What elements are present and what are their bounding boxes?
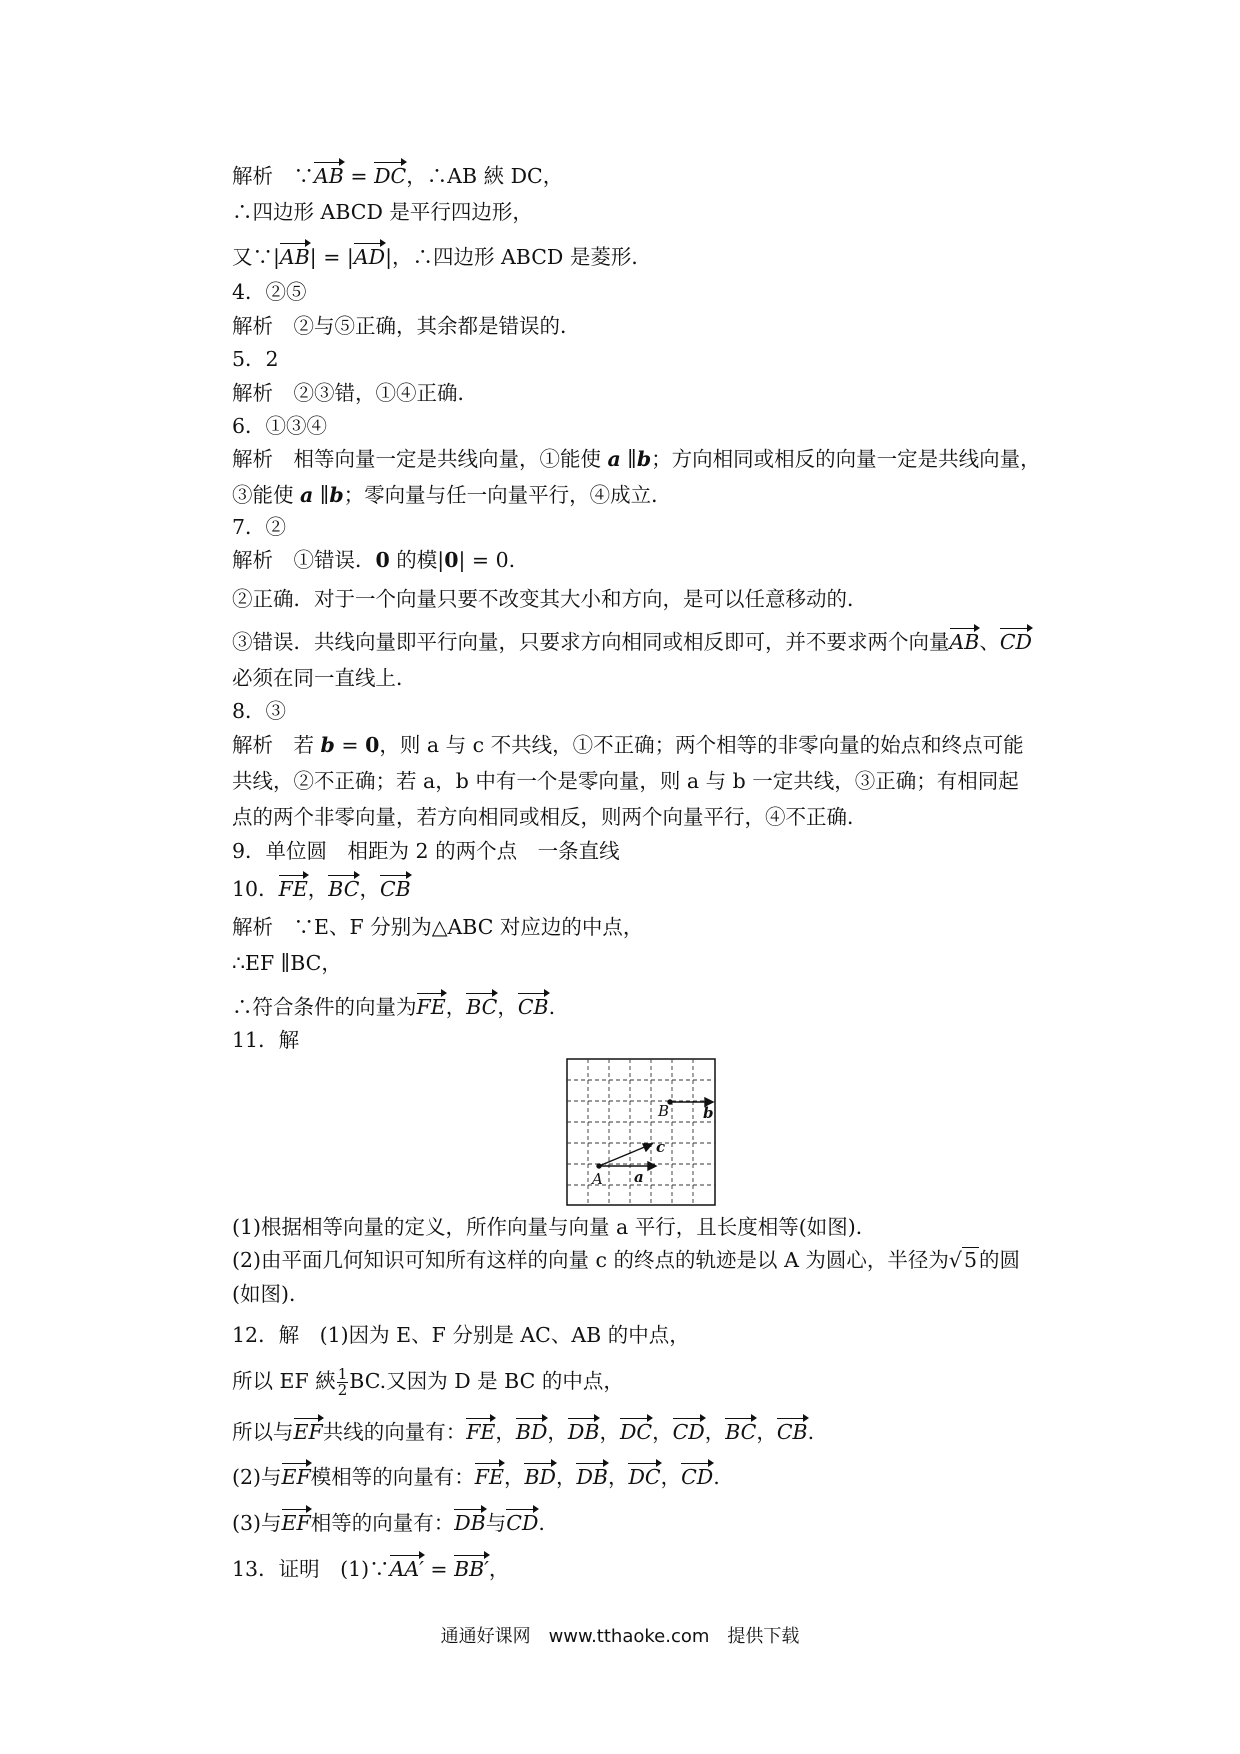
vector: EF bbox=[282, 1462, 311, 1492]
fraction: $\frac{1}{2}$ bbox=[337, 1365, 348, 1399]
vector: EF bbox=[294, 1417, 323, 1447]
answer-number: 11．解 bbox=[232, 1028, 300, 1052]
text-line: 又∵|AB| = |AD|，∴四边形 ABCD 是菱形． bbox=[232, 242, 1062, 272]
text-line: 必须在同一直线上． bbox=[232, 666, 417, 690]
vector: AA′ bbox=[390, 1554, 424, 1584]
text-line: 所以 EF 綊 $\frac{1}{2}$ BC.又因为 D 是 BC 的中点， bbox=[232, 1365, 624, 1399]
vector: CB bbox=[777, 1417, 808, 1447]
vector: FE bbox=[417, 992, 446, 1022]
vector: FE bbox=[466, 1417, 495, 1447]
vector: CB bbox=[380, 874, 411, 904]
answer-number: 8．③ bbox=[232, 699, 287, 723]
text-line: 解析 ①错误．0 的模|0| = 0. bbox=[232, 548, 516, 572]
vector: DB bbox=[454, 1508, 486, 1538]
text-line: 共线，②不正确；若 a，b 中有一个是零向量，则 a 与 b 一定共线，③正确；有相同起 bbox=[232, 769, 1019, 793]
text-line: ③错误．共线向量即平行向量，只要求方向相同或相反即可，并不要求两个向量AB、CD bbox=[232, 627, 1062, 657]
grid-vector-figure bbox=[566, 1058, 716, 1206]
answer-number: 4．②⑤ bbox=[232, 280, 307, 304]
text-line: 12．解 (1)因为 E、F 分别是 AC、AB 的中点， bbox=[232, 1323, 690, 1347]
vector-b-label: b bbox=[703, 1104, 714, 1122]
vector: AD bbox=[354, 242, 385, 272]
vector-a-label: a bbox=[634, 1168, 644, 1186]
vector: CB bbox=[518, 992, 549, 1022]
page-footer: 通通好课网 www.tthaoke.com 提供下载 bbox=[440, 1626, 800, 1647]
vector: BC bbox=[725, 1417, 756, 1447]
text-line: (2)由平面几何知识可知所有这样的向量 c 的终点的轨迹是以 A 为圆心，半径为√5的圆 bbox=[232, 1245, 1062, 1275]
vector: EF bbox=[282, 1508, 311, 1538]
text-line: 所以与EF共线的向量有：FE，BD，DB，DC，CD，BC，CB. bbox=[232, 1417, 1062, 1447]
vector: CD bbox=[506, 1508, 538, 1538]
text-line: 10．FE，BC，CB bbox=[232, 874, 1062, 904]
answer-number: 7．② bbox=[232, 515, 287, 539]
text-line: (3)与EF相等的向量有：DB与CD. bbox=[232, 1508, 1062, 1538]
vector: DB bbox=[576, 1462, 608, 1492]
vector: CD bbox=[681, 1462, 713, 1492]
text-line: (2)与EF模相等的向量有：FE，BD，DB，DC，CD. bbox=[232, 1462, 1062, 1492]
sqrt-expression: √5 bbox=[948, 1248, 978, 1272]
vector: DC bbox=[620, 1417, 652, 1447]
text-line: 解析 ∵AB = DC，∴AB 綊 DC， bbox=[232, 161, 1062, 191]
text-line: ∴四边形 ABCD 是平行四边形， bbox=[232, 200, 533, 224]
vector: FE bbox=[279, 874, 308, 904]
vector-c-label: c bbox=[656, 1138, 666, 1156]
text-line: 解析 ②③错，①④正确． bbox=[232, 381, 478, 405]
text-line: 解析 若 b = 0，则 a 与 c 不共线，①不正确；两个相等的非零向量的始点和终点可能 bbox=[232, 733, 1024, 757]
text-line: 解析 ∵E、F 分别为△ABC 对应边的中点， bbox=[232, 915, 644, 939]
text-line: 13．证明 (1)∵AA′ = BB′， bbox=[232, 1554, 1062, 1584]
vector: CD bbox=[673, 1417, 705, 1447]
answer-number: 6．①③④ bbox=[232, 414, 328, 438]
text-line: ∴符合条件的向量为FE，BC，CB. bbox=[232, 992, 1062, 1022]
answer-number: 5．2 bbox=[232, 347, 279, 371]
vector: CD bbox=[1000, 627, 1032, 657]
vector: FE bbox=[475, 1462, 504, 1492]
text-line: 解析 相等向量一定是共线向量，①能使 a ∥b；方向相同或相反的向量一定是共线向量， bbox=[232, 447, 1041, 471]
text-line: ③能使 a ∥b；零向量与任一向量平行，④成立． bbox=[232, 483, 672, 507]
point-B-label: B bbox=[658, 1102, 670, 1120]
vector: DC bbox=[374, 161, 406, 191]
vector: DC bbox=[628, 1462, 660, 1492]
vector: BC bbox=[466, 992, 497, 1022]
point-A-label: A bbox=[592, 1170, 603, 1188]
vector: AB bbox=[950, 627, 980, 657]
vector: AB bbox=[280, 242, 310, 272]
text-line: ∴EF ∥BC， bbox=[232, 951, 342, 975]
vector: BD bbox=[524, 1462, 556, 1492]
text-line: (如图)． bbox=[232, 1282, 310, 1306]
text-line: (1)根据相等向量的定义，所作向量与向量 a 平行，且长度相等(如图)． bbox=[232, 1215, 877, 1239]
vector: AB bbox=[314, 161, 344, 191]
vector: BC bbox=[328, 874, 359, 904]
vector: BB′ bbox=[454, 1554, 489, 1584]
text-line: ②正确．对于一个向量只要不改变其大小和方向，是可以任意移动的． bbox=[232, 587, 868, 611]
vector: BD bbox=[516, 1417, 548, 1447]
text-line: 9．单位圆 相距为 2 的两个点 一条直线 bbox=[232, 839, 620, 863]
vector: DB bbox=[568, 1417, 600, 1447]
text-line: 解析 ②与⑤正确，其余都是错误的． bbox=[232, 314, 581, 338]
text-line: 点的两个非零向量，若方向相同或相反，则两个向量平行，④不正确． bbox=[232, 805, 868, 829]
